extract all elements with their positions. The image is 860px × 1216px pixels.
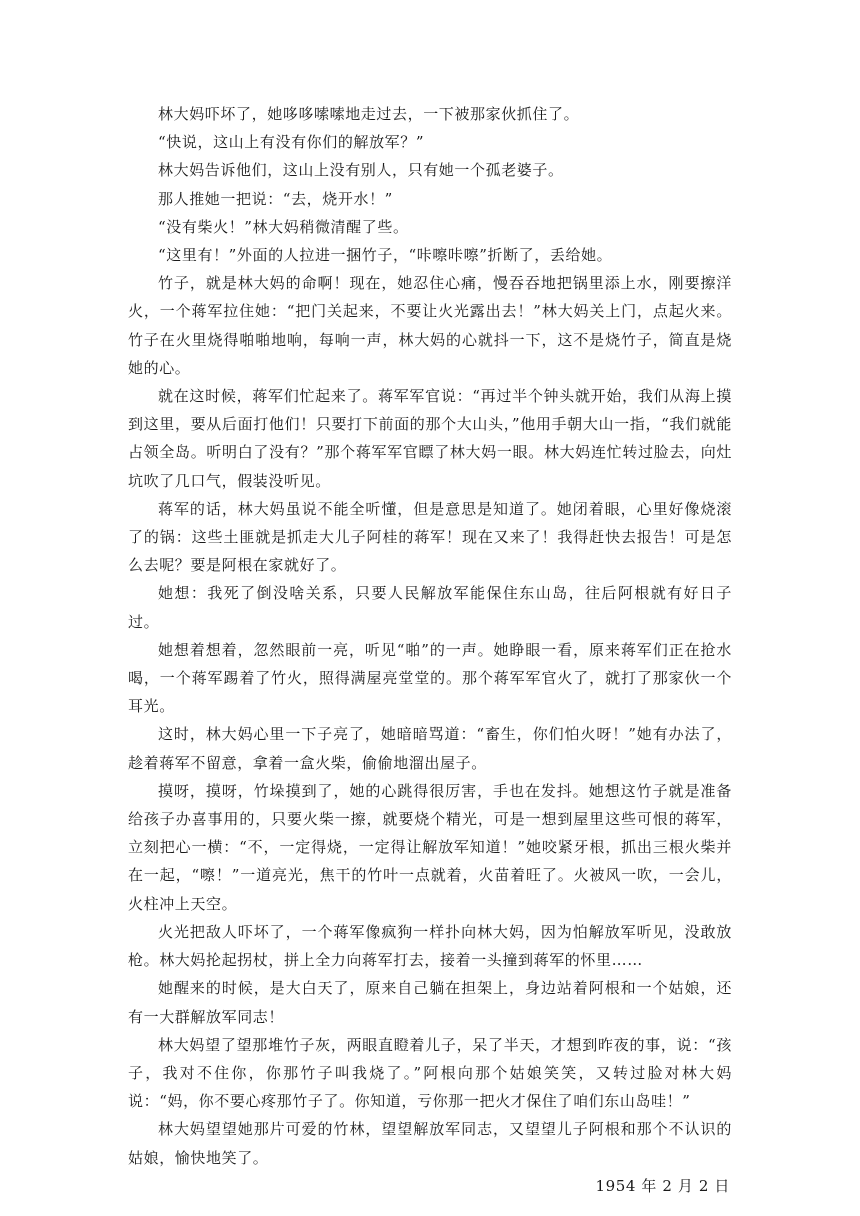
document-page — [128, 100, 732, 1200]
paragraph-10: 她想：我死了倒没啥关系，只要人民解放军能保住东山岛，往后阿根就有好日子过。 — [128, 584, 732, 631]
paragraph-5: “没有柴火！”林大妈稍微清醒了些。 — [158, 217, 409, 236]
paragraph-6: “这里有！”外面的人拉进一捆竹子，“咔嚓咔嚓”折断了，丢给她。 — [158, 246, 613, 265]
paragraph-16: 林大妈望了望那堆竹子灰，两眼直瞪着儿子，呆了半天，才想到昨夜的事，说：“孩子，我对不住你，你那竹子叫我烧了。”阿根向那个姑娘笑笑，又转过脸对林大妈说：“妈，你不要心疼那竹子了。你知道，亏你那一把火才保住了咱们东山岛哇！” — [128, 1035, 732, 1111]
paragraph-17: 林大妈望望她那片可爱的竹林，望望解放军同志，又望望儿子阿根和那个不认识的姑娘，愉快地笑了。 — [128, 1120, 732, 1167]
paragraph-2: “快说，这山上有没有你们的解放军？” — [158, 133, 425, 152]
paragraph-13: 摸呀，摸呀，竹垛摸到了，她的心跳得很厉害，手也在发抖。她想这竹子就是准备给孩子办喜事用的，只要火柴一擦，就要烧个精光，可是一想到屋里这些可恨的蒋军，立刻把心一横：“不，一定得烧，一定得让解放军知道！”她咬紧牙根，抓出三根火柴并在一起，“嚓！”一道亮光，焦干的竹叶一点就着，火苗着旺了。火被风一吹，一会儿，火柱冲上天空。 — [128, 781, 732, 913]
paragraph-12: 这时，林大妈心里一下子亮了，她暗暗骂道：“畜生，你们怕火呀！”她有办法了，趁着蒋军不留意，拿着一盒火柴，偷偷地溜出屋子。 — [128, 725, 732, 772]
paragraph-7: 竹子，就是林大妈的命啊！现在，她忍住心痛，慢吞吞地把锅里添上水，刚要擦洋火，一个蒋军拉住她：“把门关起来，不要让火光露出去！”林大妈关上门，点起火来。竹子在火里烧得啪啪地响，每响一声，林大妈的心就抖一下，这不是烧竹子，简直是烧她的心。 — [128, 274, 732, 377]
paragraph-9: 蒋军的话，林大妈虽说不能全听懂，但是意思是知道了。她闭着眼，心里好像烧滚了的锅：这些土匪就是抓走大儿子阿桂的蒋军！现在又来了！我得赶快去报告！可是怎么去呢？要是阿根在家就好了。 — [128, 499, 732, 575]
paragraph-8: 就在这时候，蒋军们忙起来了。蒋军军官说：“再过半个钟头就开始，我们从海上摸到这里，要从后面打他们！只要打下前面的那个大山头，”他用手朝大山一指，“我们就能占领全岛。听明白了没有？”那个蒋军军官瞟了林大妈一眼。林大妈连忙转过脸去，向灶坑吹了几口气，假装没听见。 — [128, 387, 732, 490]
publication-date: 1954 年 2 月 2 日 — [595, 1176, 730, 1195]
paragraph-4: 那人推她一把说：“去，烧开水！” — [158, 189, 393, 208]
paragraph-15: 她醒来的时候，是大白天了，原来自己躺在担架上，身边站着阿根和一个姑娘，还有一大群解放军同志！ — [128, 979, 732, 1026]
paragraph-11: 她想着想着，忽然眼前一亮，听见“啪”的一声。她睁眼一看，原来蒋军们正在抢水喝，一个蒋军踢着了竹火，照得满屋亮堂堂的。那个蒋军军官火了，就打了那家伙一个耳光。 — [128, 640, 732, 716]
paragraph-3: 林大妈告诉他们，这山上没有别人，只有她一个孤老婆子。 — [158, 161, 564, 180]
paragraph-1: 林大妈吓坏了，她哆哆嗦嗦地走过去，一下被那家伙抓住了。 — [158, 105, 580, 123]
paragraph-14: 火光把敌人吓坏了，一个蒋军像疯狗一样扑向林大妈，因为怕解放军听见，没敢放枪。林大妈抡起拐杖，拼上全力向蒋军打去，接着一头撞到蒋军的怀里…… — [128, 922, 732, 970]
